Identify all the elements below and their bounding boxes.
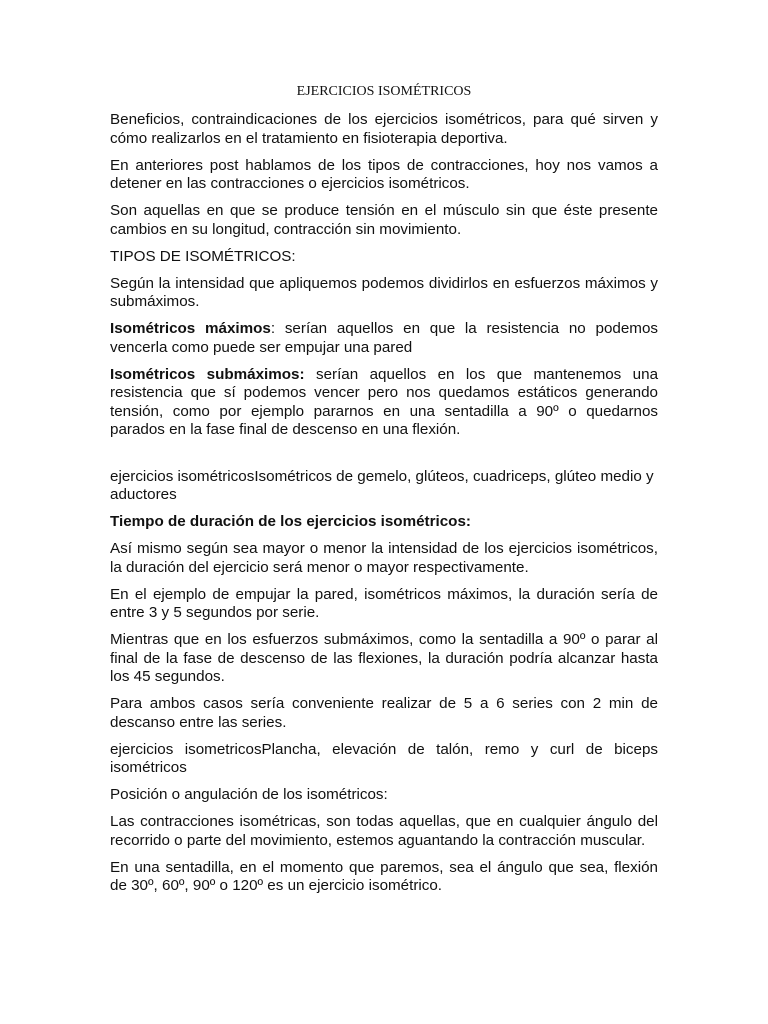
types-heading: TIPOS DE ISOMÉTRICOS: xyxy=(110,247,296,265)
document-title: EJERCICIOS ISOMÉTRICOS xyxy=(296,84,472,99)
maximal-isometrics-paragraph xyxy=(110,320,658,357)
previous-post-paragraph: En anteriores post hablamos de los tipos de contracciones, hoy nos vamos a detener en las contracciones o ejercicios isométricos. xyxy=(110,156,658,192)
duration-paragraph-1: Así mismo según sea mayor o menor la intensidad de los ejercicios isométricos, la duración del ejercicio será menor o mayor respectivamente. xyxy=(110,540,658,576)
position-paragraph-2: En una sentadilla, en el momento que paremos, sea el ángulo que sea, flexión de 30º, 60º, 90º o 120º es un ejercicio isométrico. xyxy=(110,858,658,894)
position-paragraph-1: Las contracciones isométricas, son todas aquellas, que en cualquier ángulo del recorrido o parte del movimiento, estemos aguantando la contracción muscular. xyxy=(110,813,658,849)
position-heading: Posición o angulación de los isométricos: xyxy=(110,786,388,803)
maximal-isometrics-term: Isométricos máximos xyxy=(110,320,271,337)
submaximal-isometrics-term: Isométricos submáximos: xyxy=(110,365,305,383)
intensity-paragraph: Según la intensidad que apliquemos podemos dividirlos en esfuerzos máximos y submáximos. xyxy=(110,274,658,310)
definition-paragraph: Son aquellas en que se produce tensión en el músculo sin que éste presente cambios en su longitud, contracción sin movimiento. xyxy=(110,202,658,238)
duration-paragraph-3: Mientras que en los esfuerzos submáximos, como la sentadilla a 90º o parar al final de la fase de descenso de las flexiones, la duración podría alcanzar hasta los 45 segundos. xyxy=(110,631,658,685)
intro-paragraph: Beneficios, contraindicaciones de los ejercicios isométricos, para qué sirven y cómo realizarlos en el tratamiento en fisioterapia deportiva. xyxy=(110,111,658,147)
document-body xyxy=(110,111,658,904)
submaximal-isometrics-text: serían aquellos en los que mantenemos una resistencia que sí podemos vencer pero nos quedamos estáticos generando tensión, como por ejemplo pararnos en una sentadilla a 90º o quedarnos parados en la fase final de descenso en una flexión. xyxy=(110,365,659,438)
submaximal-isometrics-paragraph xyxy=(110,366,658,440)
maximal-isometrics-text: : serían aquellos en que la resistencia no podemos vencerla como puede ser empujar una pared xyxy=(110,320,658,356)
duration-heading: Tiempo de duración de los ejercicios isométricos: xyxy=(110,513,471,530)
duration-paragraph-2: En el ejemplo de empujar la pared, isométricos máximos, la duración sería de entre 3 y 5 segundos por serie. xyxy=(110,585,658,621)
image-caption-1: ejercicios isométricosIsométricos de gemelo, glúteos, cuadriceps, glúteo medio y aductores xyxy=(110,467,654,503)
duration-paragraph-4: Para ambos casos sería conveniente realizar de 5 a 6 series con 2 min de descanso entre las series. xyxy=(110,695,658,731)
image-caption-2: ejercicios isometricosPlancha, elevación de talón, remo y curl de biceps isométricos xyxy=(110,740,658,776)
